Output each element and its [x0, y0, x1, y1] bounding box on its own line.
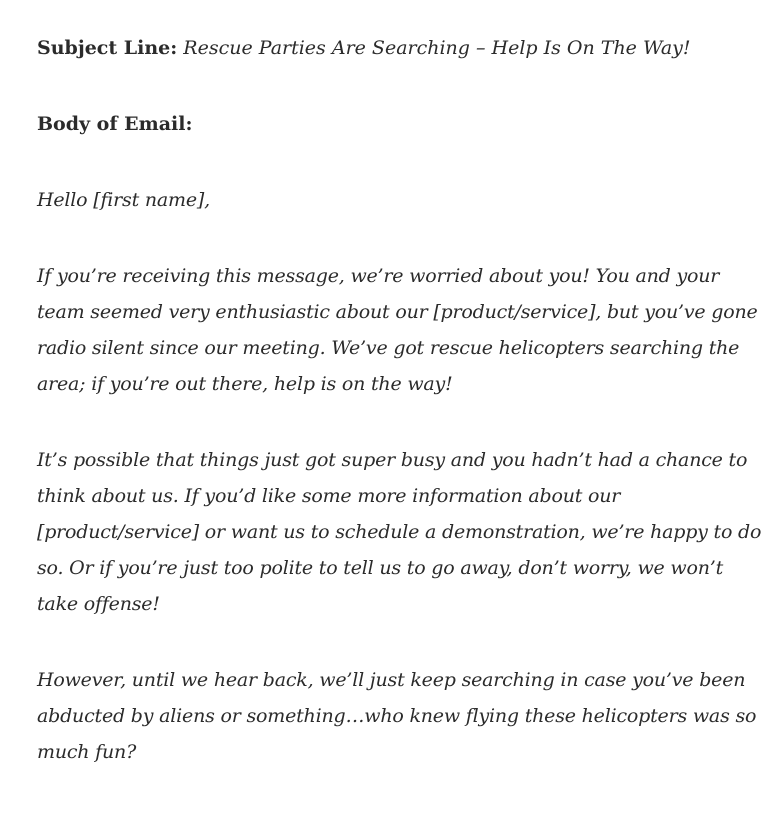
body-label: Body of Email: [37, 113, 193, 135]
body-heading [37, 106, 767, 142]
email-template-document [37, 30, 767, 810]
paragraph-2: It’s possible that things just got super busy and you hadn’t had a chance to think about us. If you’d like some more information about our [product/service] or want us to schedule a demonstration, we’re happy to do so. Or if you’re just too polite to tell us to go away, don’t worry, we won’t take offense! [37, 449, 762, 615]
subject-line [37, 30, 767, 66]
greeting: Hello [first name], [37, 189, 210, 211]
subject-text: Rescue Parties Are Searching – Help Is On The Way! [183, 37, 691, 59]
paragraph-3: However, until we hear back, we’ll just keep searching in case you’ve been abducted by aliens or something…who knew flying these helicopters was so much fun? [37, 669, 757, 763]
paragraph-1: If you’re receiving this message, we’re worried about you! You and your team seemed very enthusiastic about our [product/service], but you’ve gone radio silent since our meeting. We’ve got rescue helicopters searching the area; if you’re out there, help is on the way! [37, 265, 758, 395]
subject-label: Subject Line: [37, 37, 178, 59]
